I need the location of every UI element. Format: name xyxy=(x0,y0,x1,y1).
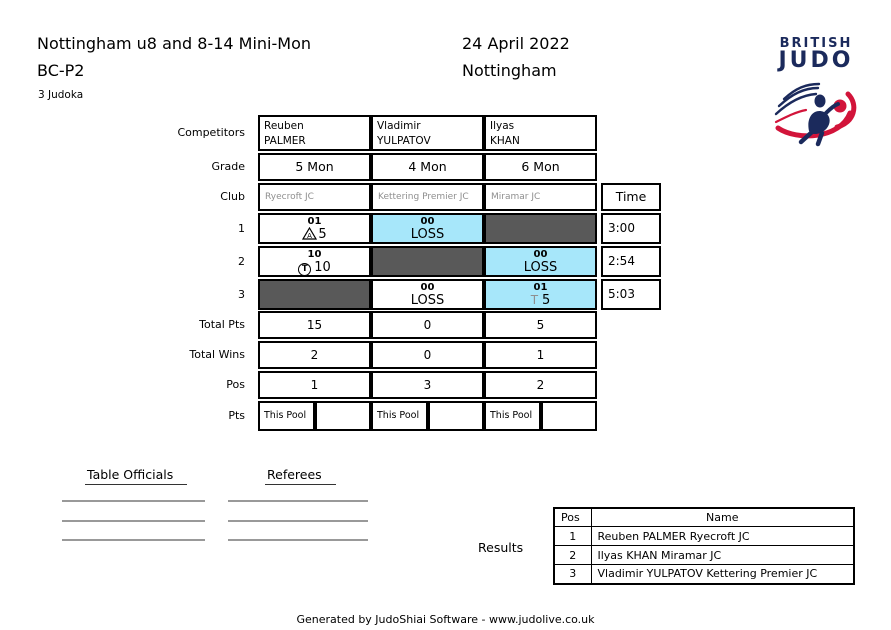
total-wins-cell: 0 xyxy=(371,341,484,369)
row-label-pts: Pts xyxy=(228,409,245,422)
pos-cell: 1 xyxy=(258,371,371,399)
row-label-grade: Grade xyxy=(211,160,245,173)
match-corner-score: 01 xyxy=(533,282,548,293)
competitor-first-name: Reuben xyxy=(264,120,304,132)
row-label-match-2: 2 xyxy=(238,255,245,268)
event-date: 24 April 2022 xyxy=(462,34,570,53)
total-pts-cell: 0 xyxy=(371,311,484,339)
match-score-text: LOSS xyxy=(410,227,445,242)
results-table xyxy=(553,507,855,585)
results-label: Results xyxy=(478,540,524,555)
results-name: Reuben PALMER Ryecroft JC xyxy=(591,527,854,546)
match-time: 2:54 xyxy=(601,246,661,277)
competitor-first-name: Vladimir xyxy=(377,120,421,132)
pts-value-cell xyxy=(315,401,371,431)
match-corner-score: 00 xyxy=(420,216,435,227)
club-cell: Ryecroft JC xyxy=(258,183,371,211)
signature-line xyxy=(62,520,205,522)
judoka-count: 3 Judoka xyxy=(38,89,84,101)
match-corner-score: 10 xyxy=(307,249,322,260)
competitor-first-name: Ilyas xyxy=(490,120,515,132)
row-label-total-wins: Total Wins xyxy=(189,348,245,361)
results-name: Vladimir YULPATOV Kettering Premier JC xyxy=(591,565,854,584)
results-name: Ilyas KHAN Miramar JC xyxy=(591,546,854,565)
signature-line xyxy=(228,539,368,541)
logo-text-british: BRITISH xyxy=(779,36,853,51)
match-cell xyxy=(484,279,597,310)
competitor-cell xyxy=(258,115,371,151)
club-cell: Miramar JC xyxy=(484,183,597,211)
results-header-pos: Pos xyxy=(554,508,591,527)
signature-heading-referees: Referees xyxy=(265,467,336,485)
time-column-header: Time xyxy=(601,183,661,211)
match-result xyxy=(260,227,369,242)
total-pts-cell: 5 xyxy=(484,311,597,339)
match-corner-score: 01 xyxy=(307,216,322,227)
pts-this-pool-cell: This Pool xyxy=(371,401,428,431)
svg-text:A: A xyxy=(307,232,313,240)
results-row xyxy=(554,527,854,546)
match-score-text: 5 xyxy=(542,293,551,308)
match-cell xyxy=(371,246,484,277)
match-result xyxy=(260,260,369,276)
results-header-row xyxy=(554,508,854,527)
match-time: 3:00 xyxy=(601,213,661,244)
match-corner-score: 00 xyxy=(533,249,548,260)
event-title: Nottingham u8 and 8-14 Mini-Mon xyxy=(37,34,311,53)
row-label-match-3: 3 xyxy=(238,288,245,301)
match-cell xyxy=(258,213,371,244)
signature-heading-table-officials: Table Officials xyxy=(85,467,187,485)
competitor-last-name: YULPATOV xyxy=(377,134,431,147)
row-label-club: Club xyxy=(220,190,245,203)
signature-line xyxy=(62,500,205,502)
match-score-text: 10 xyxy=(314,260,331,275)
pts-this-pool-cell: This Pool xyxy=(258,401,315,431)
pos-cell: 2 xyxy=(484,371,597,399)
match-score-text: 5 xyxy=(318,227,327,242)
grade-cell: 5 Mon xyxy=(258,153,371,181)
t-icon: T xyxy=(530,293,539,307)
match-result xyxy=(373,293,482,308)
match-corner-score: 00 xyxy=(420,282,435,293)
match-time: 5:03 xyxy=(601,279,661,310)
grade-cell: 4 Mon xyxy=(371,153,484,181)
match-result xyxy=(486,293,595,308)
match-score-text: LOSS xyxy=(410,293,445,308)
match-cell xyxy=(371,213,484,244)
row-label-pos: Pos xyxy=(226,378,245,391)
match-score-text: LOSS xyxy=(523,260,558,275)
total-pts-cell: 15 xyxy=(258,311,371,339)
competitor-last-name: PALMER xyxy=(264,134,306,147)
row-label-match-1: 1 xyxy=(238,222,245,235)
row-label-competitors: Competitors xyxy=(177,126,245,139)
competitor-cell xyxy=(371,115,484,151)
club-cell: Kettering Premier JC xyxy=(371,183,484,211)
match-cell xyxy=(484,213,597,244)
total-wins-cell: 1 xyxy=(484,341,597,369)
footer-credit: Generated by JudoShiai Software - www.judolive.co.uk xyxy=(296,613,595,626)
results-row xyxy=(554,565,854,584)
circle-t-icon: T xyxy=(298,263,311,276)
results-pos: 2 xyxy=(554,546,591,565)
triangle-a-icon xyxy=(302,227,317,240)
signature-line xyxy=(228,520,368,522)
results-pos: 3 xyxy=(554,565,591,584)
logo-text-judo: JUDO xyxy=(778,48,854,73)
pts-this-pool-cell: This Pool xyxy=(484,401,541,431)
match-result xyxy=(373,227,482,242)
total-wins-cell: 2 xyxy=(258,341,371,369)
results-pos: 1 xyxy=(554,527,591,546)
pos-cell: 3 xyxy=(371,371,484,399)
signature-line xyxy=(62,539,205,541)
competitor-last-name: KHAN xyxy=(490,134,520,147)
event-location: Nottingham xyxy=(462,61,557,80)
signature-line xyxy=(228,500,368,502)
row-label-total-pts: Total Pts xyxy=(199,318,245,331)
pts-value-cell xyxy=(428,401,484,431)
match-cell xyxy=(484,246,597,277)
match-result xyxy=(486,260,595,275)
results-header-name: Name xyxy=(591,508,854,527)
results-row xyxy=(554,546,854,565)
match-cell xyxy=(371,279,484,310)
competitor-cell xyxy=(484,115,597,151)
grade-cell: 6 Mon xyxy=(484,153,597,181)
pts-value-cell xyxy=(541,401,597,431)
match-cell xyxy=(258,279,371,310)
pool-code: BC-P2 xyxy=(37,61,85,80)
match-cell xyxy=(258,246,371,277)
